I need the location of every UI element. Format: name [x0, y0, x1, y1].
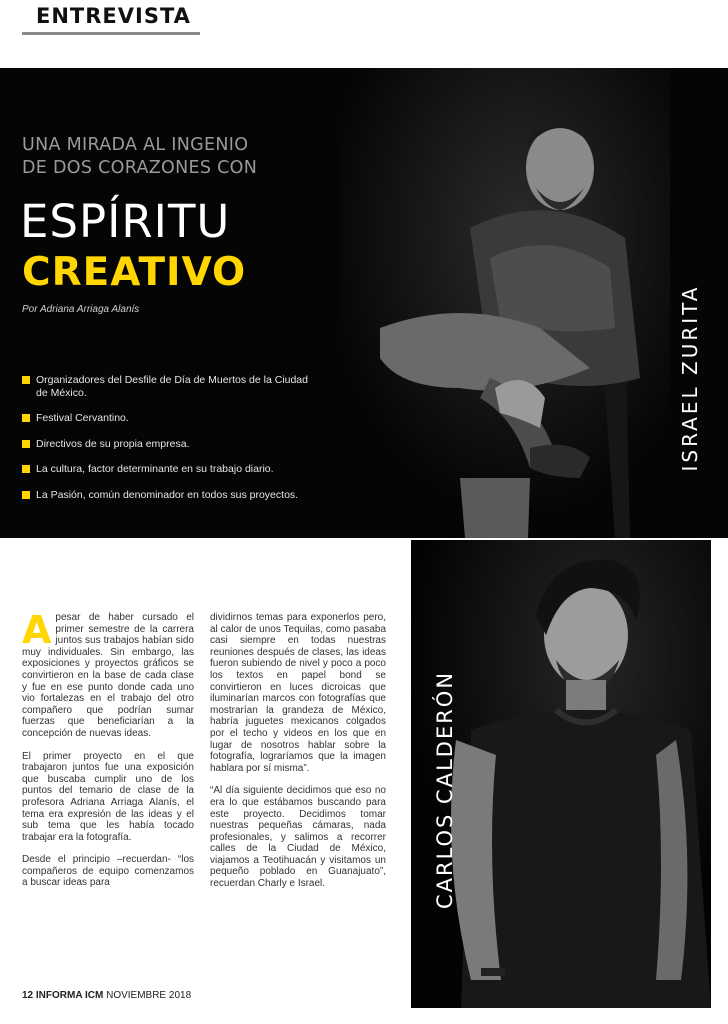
- section-tag: [22, 0, 200, 36]
- magazine-name: INFORMA ICM: [35, 990, 104, 1001]
- highlight-item: [22, 412, 322, 425]
- kicker: [22, 134, 257, 180]
- highlight-text: Festival Cervantino.: [36, 412, 129, 424]
- page-number: 12: [22, 990, 34, 1001]
- highlight-text: Organizadores del Desfile de Día de Muertos de la Ciudad de México.: [36, 374, 308, 399]
- bullet-square-icon: [22, 440, 30, 448]
- highlight-item: [22, 374, 322, 399]
- highlight-item: [22, 438, 322, 451]
- section-label: ENTREVISTA: [36, 4, 191, 28]
- article-paragraph: “Al día siguiente decidimos que eso no era lo que estábamos buscando para este proyecto. Decidimos tomar nuestras pequeñas cámaras, nada profesionales, y salimos a recorrer calles de la Ciudad de México, viajamos a Teotihuacán y visitamos un pequeño poblado en Guanajuato”, recuerdan Charly e Israel.: [210, 785, 386, 890]
- hero-banner: [0, 68, 728, 538]
- person-name-text: ISRAEL ZURITA: [678, 284, 702, 472]
- paragraph-text: pesar de haber cursado el primer semestre de la carrera juntos sus trabajos habían sido muy individuales. Sin embargo, las exposiciones y proyectos gráficos se convirtieron en la base de cada clase y fue en ese punto donde cada uno vio fortalezas en el trabajo del otro compañero que podrían sumar fuerzas que beneficiarían a la concepción de nuevas ideas.: [22, 612, 194, 739]
- page-footer: [22, 990, 191, 1001]
- bullet-square-icon: [22, 414, 30, 422]
- kicker-line-1: UNA MIRADA AL INGENIO: [22, 135, 249, 155]
- article-paragraph: Desde el principio –recuerdan- “los compañeros de equipo comenzamos a buscar ideas para: [22, 854, 194, 889]
- headline-primary: ESPÍRITU: [20, 195, 231, 248]
- headline-accent: CREATIVO: [22, 250, 247, 295]
- bullet-square-icon: [22, 376, 30, 384]
- drop-cap: A: [22, 608, 52, 652]
- section-underline: [22, 32, 200, 35]
- portrait-photo-seated-man: [340, 68, 670, 538]
- article-column-1: [22, 608, 194, 900]
- article-paragraph: El primer proyecto en el que trabajaron juntos fue una exposición que buscaba cumplir uno de los puntos del temario de clase de la profesora Adriana Arriaga Alanís, el tema era expresión de las ideas y el sub tema que les había tocado trabajar era la fotografía.: [22, 750, 194, 843]
- bullet-square-icon: [22, 491, 30, 499]
- highlight-item: [22, 463, 322, 476]
- highlight-text: La Pasión, común denominador en todos sus proyectos.: [36, 488, 299, 501]
- byline: Por Adriana Arriaga Alanís: [22, 304, 140, 315]
- highlight-text: Directivos de su propia empresa.: [36, 437, 190, 450]
- article-column-2: [210, 612, 386, 901]
- portrait-photo-standing-man: [411, 540, 711, 1008]
- issue-date: NOVIEMBRE 2018: [106, 990, 192, 1001]
- highlight-item: [22, 489, 322, 502]
- person-name-vertical: [670, 268, 710, 488]
- article-paragraph: dividirnos temas para exponerlos pero, al calor de unos Tequilas, como pasaba casi siempre en todas nuestras reuniones después de clases, las ideas fueron subiendo de nivel y poco a poco los textos en papel bond se convirtieron en luces dicroicas que iluminarían marcos con fotografías que mostrarían la grandeza de México, habría juguetes mexicanos colgados por el techo y videos en los que en lugar de nosotros hablar sobre la fotografía, lograríamos que la imagen hablara por sí misma”.: [210, 612, 386, 774]
- highlights-list: [22, 374, 322, 514]
- person-name-text: CARLOS CALDERÓN: [433, 670, 457, 910]
- kicker-line-2: DE DOS CORAZONES CON: [22, 158, 258, 178]
- bullet-square-icon: [22, 465, 30, 473]
- article-paragraph: [22, 608, 194, 740]
- person-name-vertical: [425, 660, 465, 920]
- highlight-text: La cultura, factor determinante en su trabajo diario.: [36, 463, 274, 475]
